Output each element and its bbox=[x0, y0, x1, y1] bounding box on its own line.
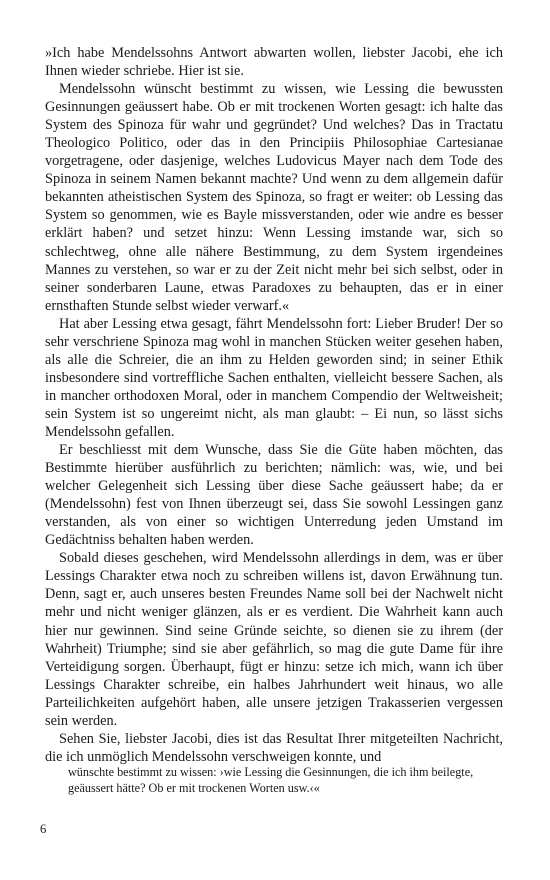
page-number: 6 bbox=[40, 822, 47, 836]
paragraph-5: Sobald dieses geschehen, wird Mendelssohn allerdings in dem, was er über Lessings Charakter etwa noch zu schreiben willens ist, davon Erwähnung tun. Denn, sagt er, auch unseres besten Freundes Name soll bei der Nachwelt nicht mehr und nicht weniger glänzen, als er es verdient. Die Wahrheit kann auch hier nur gewinnen. Sind seine Gründe seichte, so dienen sie zu ihrem (der Wahrheit) Triumphe; sind sie aber gefährlich, so mag die gute Dame für ihre Verteidigung sorgen. Überhaupt, fügt er hinzu: setze ich mich, wann ich über Lessings Charakter schreibe, ein halbes Jahrhundert weit hinaus, wo alle Parteilichkeiten aufgehört haben, alle unsere jetzigen Trakasserien vergessen sein werden. bbox=[45, 550, 503, 729]
footnote-text: wünschte bestimmt zu wissen: ›wie Lessing die Gesinnungen, die ich ihm beilegte, geäussert hätte? Ob er mit trockenen Worten usw.‹« bbox=[68, 765, 474, 795]
paragraph-2: Mendelssohn wünscht bestimmt zu wissen, wie Lessing die bewussten Gesinnungen geäussert habe. Ob er mit trockenen Worten gesagt: ich halte das System des Spinoza für wahr und gegründet? Und welches? Das in Tractatu Theologico Politico, oder das in den Principiis Philosophiae Cartesianae vorgetragene, oder dasjenige, welches Ludovicus Mayer nach dem Tode des Spinoza in seinem Namen bekannt machte? Und wenn zu dem allgemein dafür bekannten atheistischen System des Spinoza, so fragt er weiter: ob Lessing das System so genommen, wie es Bayle missverstanden, oder wie andre es besser erklärt haben? und setzet hinzu: Wenn Lessing imstande war, sich so schlechtweg, ohne alle nähere Bestimmung, zu dem System irgendeines Mannes zu verstehen, so war er zu der Zeit nicht mehr bei sich selbst, oder in seiner sonderbaren Laune, etwas Paradoxes zu behaupten, das er in einer ernsthaften Stunde selbst wieder verwarf.« bbox=[45, 81, 503, 314]
paragraph-1: »Ich habe Mendelssohns Antwort abwarten wollen, liebster Jacobi, ehe ich Ihnen wieder schriebe. Hier ist sie. bbox=[45, 45, 503, 80]
body-text bbox=[45, 44, 503, 766]
document-page bbox=[45, 44, 503, 766]
paragraph-6: Sehen Sie, liebster Jacobi, dies ist das Resultat Ihrer mitgeteilten Nachricht, die ich unmöglich Mendelssohn verschweigen konnte, und bbox=[45, 730, 503, 765]
paragraph-3: Hat aber Lessing etwa gesagt, fährt Mendelssohn fort: Lieber Bruder! Der so sehr verschriene Spinoza mag wohl in manchen Stücken weiter gesehen haben, als alle die Schreier, die an ihm zu Helden geworden sind; in seiner Ethik insbesondere sind vortreffliche Sachen enthalten, vielleicht bessere Sachen, als in mancher orthodoxen Moral, oder in manchem Compendio der Weltweisheit; sein System ist so ungereimt nicht, als man glaubt: – Ei nun, so lässt sichs Mendelssohn gefallen. bbox=[45, 315, 503, 440]
footnote bbox=[68, 764, 488, 796]
paragraph-4: Er beschliesst mit dem Wunsche, dass Sie die Güte haben möchten, das Bestimmte hierüber ausführlich zu berichten; nämlich: was, wie, und bei welcher Gelegenheit sich Lessing über diese Sache geäussert habe; da er (Mendelssohn) fest von Ihnen überzeugt sei, dass Sie sowohl Lessingen ganz verstanden, als von einer so wichtigen Unterredung jeden Umstand im Gedächtniss behalten haben werden. bbox=[45, 442, 503, 549]
